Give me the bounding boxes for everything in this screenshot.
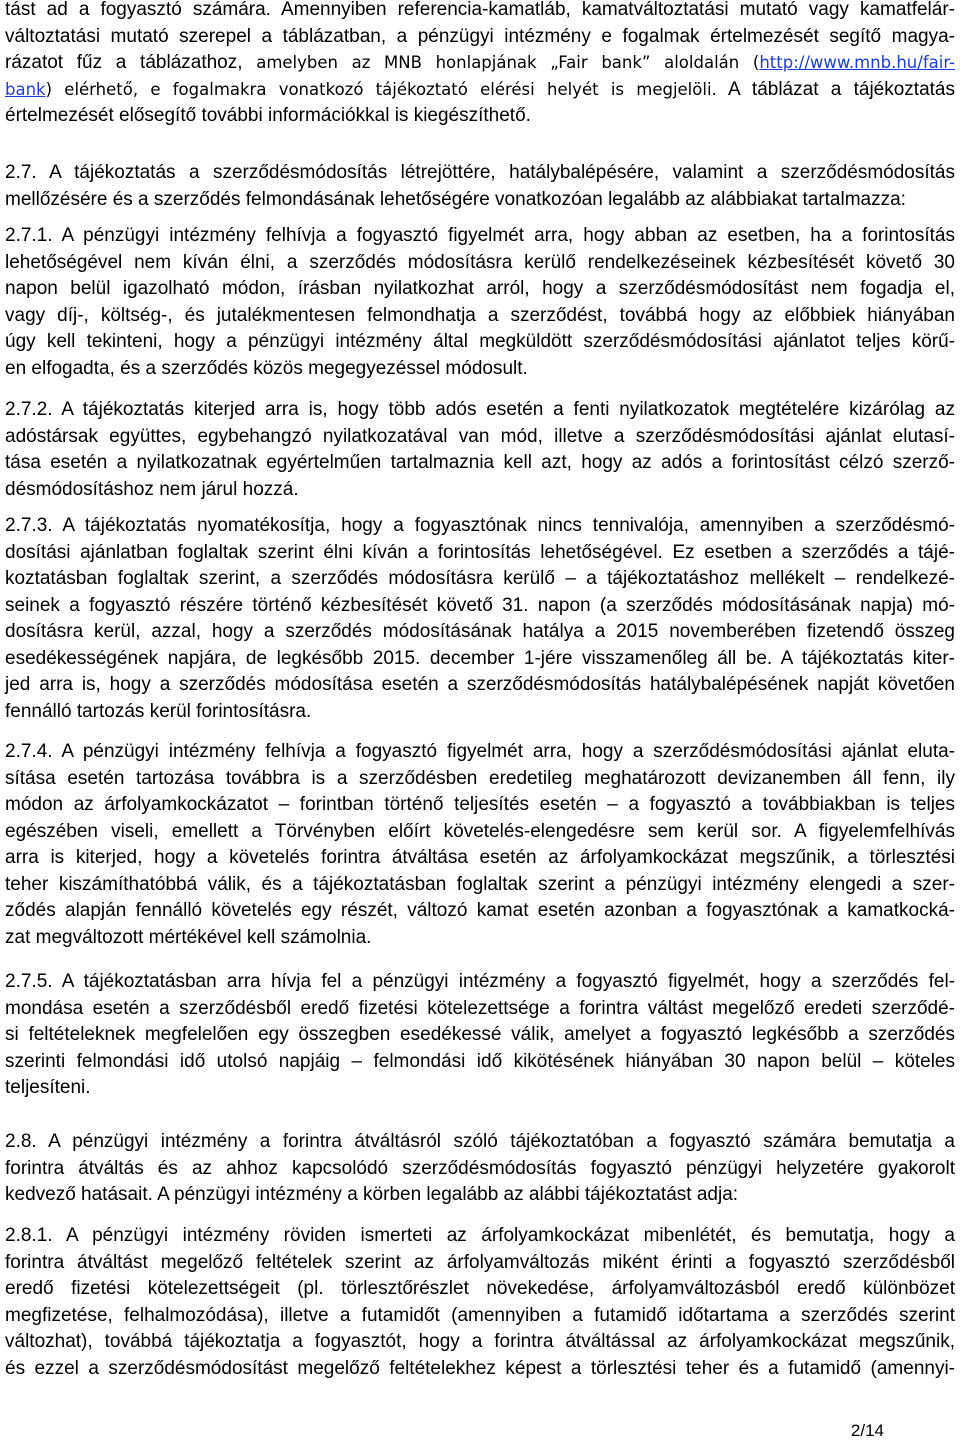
fair-bank-link[interactable]: http://www.mnb.hu/fair- [759, 53, 955, 72]
text-line: forintra átváltást megelőző feltételek szerint az árfolyamváltozás miként érinti a fogyasztó szerződésből [5, 1251, 955, 1273]
text-line: forintra átváltás és az ahhoz kapcsolódó szerződésmódosítás fogyasztó pénzügyi helyzetére gyakorolt [5, 1157, 955, 1179]
paragraph-2-7 [5, 160, 955, 213]
text-line: megfizetése, felhalmozódása), illetve a futamidőt (amennyiben a futamidő időtartama a szerződés szerint [5, 1304, 955, 1326]
text-line: 2.7.3. A tájékoztatás nyomatékosítja, hogy a fogyasztónak nincs tennivalója, amennyiben a szerződésmó- [5, 515, 955, 536]
text-line: tása esetén a nyilatkozatnak egyértelműen tartalmaznia kell azt, hogy az adós a forintosítást célzó szerző- [5, 452, 955, 473]
text-line: szerinti felmondási idő utolsó napjáig – felmondási idő kikötésének hiányában 30 napon belül – köteles [5, 1050, 955, 1072]
text-line: arra is kiterjed, hogy a követelés forintra átváltása esetén az árfolyamkockázat megszűnik, a törlesztési [5, 847, 955, 868]
paragraph-2-7-5 [5, 969, 955, 1102]
text-line: en elfogadta, és a szerződés közös megegyezéssel módosult. [5, 357, 528, 379]
text-line: vagy díj-, költség-, és jutalékmentesen felmondhatja a szerződést, továbbá hogy az előbbiek hiányában [5, 304, 955, 326]
text-line: seinek a fogyasztó részére történő kézbesítését követő 31. napon (a szerződés módosításának napja) mó- [5, 594, 955, 616]
text-line: si feltételeknek megfelelően egy összegben esedékessé válik, amelyet a fogyasztó legkésőbb a szerződés [5, 1024, 955, 1045]
paragraph-2-7-3 [5, 513, 955, 725]
text-line: módon az árfolyamkockázatot – forintban történő teljesítés esetén – a fogyasztó a továbbiakban is teljes [5, 794, 955, 815]
text-line: fennálló tartozás kerül forintosításra. [5, 700, 312, 722]
text-line: ződés alapján fennálló követelés egy részét, változó kamat esetén azonban a fogyasztónak a kamatkocká- [5, 900, 955, 921]
text-line: 2.8. A pénzügyi intézmény a forintra átváltásról szóló tájékoztatóban a fogyasztó számára bemutatja a [5, 1131, 955, 1152]
paragraph-2-8 [5, 1129, 955, 1209]
paragraph-intro [5, 0, 955, 130]
paragraph-2-8-1 [5, 1223, 955, 1382]
text-line: teher kiszámíthatóbbá válik, és a tájékoztatásban foglaltak szerint a pénzügyi intézmény elengedi a szer- [5, 873, 955, 895]
text-line: koztatásban foglaltak szerint, a szerződés módosításra kerülő – a tájékoztatáshoz mellékelt – rendelkezé- [5, 568, 955, 589]
text-segment: rázatot fűz a táblázathoz, [5, 52, 257, 73]
text-line: tást ad a fogyasztó számára. Amennyiben referencia-kamatláb, kamatváltoztatási mutató vagy kamatfelár- [5, 0, 955, 20]
text-line: 2.7.4. A pénzügyi intézmény felhívja a fogyasztó figyelmét arra, hogy a szerződésmódosítási ajánlat eluta- [5, 741, 955, 762]
text-line: sítása esetén tartozása továbbra is a szerződésben eredetileg meghatározott devizanemben áll fenn, ily [5, 767, 955, 789]
text-line: lehetőségével nem kíván élni, a szerződés módosításra kerülő rendelkezéseinek kézbesítését követő 30 [5, 251, 955, 273]
text-line: napon belül igazolható módon, írásban nyilatkozhat arról, hogy a szerződésmódosítást nem fogadja el, [5, 278, 955, 299]
text-line: eredő fizetési kötelezettségeit (pl. törlesztőrészlet növekedése, árfolyamváltozásból eredő különbözet [5, 1278, 955, 1299]
text-line: dosítási ajánlatban foglaltak szerint élni kíván a forintosítás lehetőségével. Ez esetben a szerződés a tájé- [5, 541, 955, 563]
text-segment: A táblázat a tájékoztatás [716, 78, 955, 100]
text-line: mondása esetén a szerződésből eredő fizetési kötelezettsége a forintra váltást megelőző eredeti szerződé- [5, 997, 955, 1019]
text-line: dosításra kerül, azzal, hogy a szerződés módosításának hatálya a 2015 novemberében fizetendő összeg [5, 621, 955, 642]
paragraph-2-7-1 [5, 223, 955, 382]
text-line: esedékességének napjára, de legkésőbb 2015. december 1-jére visszamenőleg áll be. A tájékoztatás kiter- [5, 647, 955, 669]
text-line: egészében viseli, emellett a Törvényben előírt követelés-elengedésre sem kerül sor. A figyelemfelhívás [5, 820, 955, 842]
page-number: 2/14 [850, 1421, 884, 1440]
text-line: teljesíteni. [5, 1077, 91, 1098]
paragraph-2-7-2 [5, 397, 955, 503]
text-line: 2.7.2. A tájékoztatás kiterjed arra is, hogy több adós esetén a fenti nyilatkozatok megtételére kizárólag az [5, 399, 955, 420]
fair-bank-link-continuation[interactable]: bank [5, 79, 46, 99]
text-line: 2.7.1. A pénzügyi intézmény felhívja a fogyasztó figyelmét arra, hogy abban az esetben, ha a forintosítás [5, 225, 955, 246]
text-line: adóstársak együttes, egybehangzó nyilatkozatával van mód, illetve a szerződésmódosítási ajánlat elutasí- [5, 425, 955, 447]
text-line: zat megváltozott mértékével kell számolnia. [5, 926, 372, 948]
text-line: 2.7.5. A tájékoztatásban arra hívja fel a pénzügyi intézmény a fogyasztó figyelmét, hogy a szerződés fel- [5, 971, 955, 992]
paragraph-2-7-4 [5, 739, 955, 951]
text-line: désmódosításhoz nem járul hozzá. [5, 478, 299, 500]
text-line: 2.8.1. A pénzügyi intézmény röviden ismerteti az árfolyamkockázat mibenlétét, és bemutatja, hogy a [5, 1225, 955, 1246]
text-line-with-link [5, 77, 955, 104]
text-line: mellőzésére és a szerződés felmondásának lehetőségére vonatkozóan legalább az alábbiakat tartalmazza: [5, 188, 906, 210]
text-line: változtatási mutató szerepel a táblázatban, a pénzügyi intézmény e fogalmak értelmezését segítő magya- [5, 25, 955, 47]
text-line: 2.7. A tájékoztatás a szerződésmódosítás létrejöttére, hatálybalépésére, valamint a szerződésmódosítás [5, 162, 955, 183]
text-segment-alt-font: amelyben az MNB honlapjának „Fair bank” aloldalán ( [256, 53, 760, 72]
text-segment-alt-font: ) elérhető, e fogalmakra vonatkozó tájékoztató elérési helyét is megjelöli. [45, 79, 717, 99]
text-line: kedvező hatásait. A pénzügyi intézmény a körben legalább az alábbi tájékoztatást adja: [5, 1184, 739, 1205]
text-line: értelmezését elősegítő további információkkal is kiegészíthető. [5, 105, 531, 126]
text-line: úgy kell tekinteni, hogy a pénzügyi intézmény által megküldött szerződésmódosítási ajánlatot teljes körű- [5, 331, 955, 352]
text-line: jed arra is, hogy a szerződés módosítása esetén a szerződésmódosítás hatálybalépésének napját követően [5, 674, 955, 695]
text-line-with-link [5, 50, 955, 77]
text-line: változhat), továbbá tájékoztatja a fogyasztót, hogy a forintra átváltással az árfolyamkockázat megszűnik, [5, 1331, 955, 1352]
text-line: és ezzel a szerződésmódosítást megelőző feltételekhez képest a törlesztési teher és a futamidő (amennyi- [5, 1357, 955, 1379]
